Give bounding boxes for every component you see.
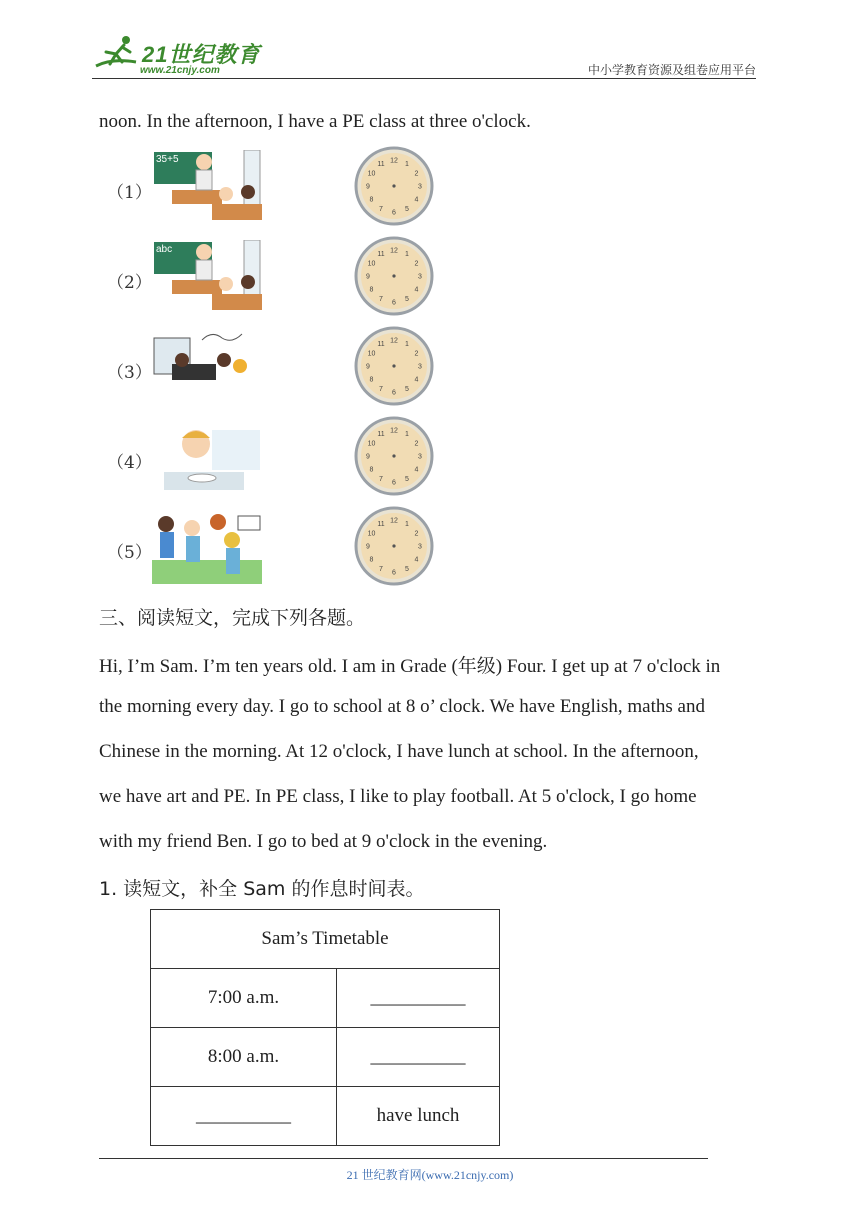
table-row [151,1028,500,1087]
board-text: 35+5 [156,154,179,165]
clock-icon [354,236,434,316]
clock-number: 9 [366,183,370,191]
clock-number: 12 [390,157,398,165]
clock-number: 12 [390,427,398,435]
clock-number: 5 [405,476,409,483]
clock-number: 4 [414,286,419,294]
clock-icon [354,416,434,496]
logo-text: 21世纪教育 [142,42,261,67]
section-title: 三、阅读短文，完成下列各题。 [99,607,366,629]
clock-number: 5 [405,206,409,213]
clock-number: 7 [379,206,383,213]
passage-line: the morning every day. I go to school at 8 o’ clock. We have English, maths and [99,696,705,717]
clock-number: 10 [367,170,376,178]
item-label: （3） [107,363,152,383]
clock-icon [354,326,434,406]
timetable-title: Sam’s Timetable [151,910,500,969]
table-row [151,1087,500,1146]
clock-number: 8 [369,196,374,204]
clock-number: 2 [414,260,419,268]
board-text: abc [156,244,173,255]
clock-number: 11 [377,251,385,258]
clock-number: 5 [405,386,409,393]
clock-number: 2 [414,350,419,358]
page-header [92,30,756,78]
clock-icon [354,146,434,226]
clock-number: 5 [405,296,409,303]
clock-number: 12 [390,337,398,345]
clock-number: 1 [405,521,409,528]
clock-number: 3 [418,183,422,191]
clock-number: 6 [392,209,396,217]
clock-number: 12 [390,247,398,255]
clock-number: 5 [405,566,409,573]
clock-number: 11 [377,431,385,438]
timetable-cell: 8:00 a.m. [151,1028,337,1087]
passage-line: with my friend Ben. I go to bed at 9 o'clock in the evening. [99,831,548,852]
passage-line: we have art and PE. In PE class, I like to play football. At 5 o'clock, I go home [99,786,697,807]
header-platform-text: 中小学教育资源及组卷应用平台 [587,63,756,77]
runner-logo-icon [92,32,142,76]
clock-number: 3 [418,273,422,281]
site-logo [92,30,262,78]
clock-number: 7 [379,566,383,573]
clock-number: 6 [392,479,396,487]
clock-number: 8 [369,376,374,384]
clock-number: 9 [366,273,370,281]
clock-number: 6 [392,389,396,397]
timetable [150,909,500,1146]
clock-number: 4 [414,556,419,564]
item-label: （2） [107,273,152,293]
clock-number: 11 [377,341,385,348]
clock-number: 3 [418,363,422,371]
scene-illustration [152,240,262,314]
footer-divider [99,1158,708,1159]
timetable-blank[interactable]: __________ [337,1028,500,1087]
clock-number: 1 [405,251,409,258]
clock-number: 10 [367,440,376,448]
clock-number: 7 [379,386,383,393]
clock-number: 9 [366,543,370,551]
clock-number: 6 [392,299,396,307]
clock-number: 10 [367,350,376,358]
clock-number: 10 [367,530,376,538]
page-footer: 21 世纪教育网(www.21cnjy.com) [346,1168,514,1182]
clock-number: 8 [369,466,374,474]
clock-number: 1 [405,431,409,438]
logo-url: www.21cnjy.com [140,65,220,76]
clock-icon [354,506,434,586]
clock-number: 1 [405,341,409,348]
clock-number: 2 [414,530,419,538]
item-label: （5） [107,543,152,563]
clock-number: 2 [414,170,419,178]
clock-number: 4 [414,466,419,474]
clock-number: 1 [405,161,409,168]
question-1: 1. 读短文，补全 Sam 的作息时间表。 [99,878,425,900]
intro-line: noon. In the afternoon, I have a PE class at three o'clock. [99,111,531,132]
scene-illustration [152,510,262,584]
passage-line: Chinese in the morning. At 12 o'clock, I have lunch at school. In the afternoon, [99,741,699,762]
timetable-cell: 7:00 a.m. [151,969,337,1028]
clock-number: 11 [377,521,385,528]
clock-number: 6 [392,569,396,577]
clock-number: 12 [390,517,398,525]
clock-number: 2 [414,440,419,448]
clock-number: 7 [379,296,383,303]
timetable-cell: have lunch [337,1087,500,1146]
clock-number: 3 [418,453,422,461]
clock-number: 10 [367,260,376,268]
clock-number: 11 [377,161,385,168]
passage-line: Hi, I’m Sam. I’m ten years old. I am in Grade (年级) Four. I get up at 7 o'clock in [99,656,721,677]
clock-number: 8 [369,556,374,564]
clock-number: 9 [366,363,370,371]
clock-number: 4 [414,196,419,204]
item-label: （1） [107,183,152,203]
scene-illustration [152,330,262,404]
table-row [151,969,500,1028]
clock-number: 8 [369,286,374,294]
item-label: （4） [107,453,152,473]
clock-number: 7 [379,476,383,483]
timetable-blank[interactable]: __________ [337,969,500,1028]
scene-illustration [152,150,262,224]
clock-number: 9 [366,453,370,461]
clock-number: 4 [414,376,419,384]
scene-illustration [152,420,262,494]
timetable-blank[interactable]: __________ [151,1087,337,1146]
header-divider [92,78,756,79]
clock-number: 3 [418,543,422,551]
